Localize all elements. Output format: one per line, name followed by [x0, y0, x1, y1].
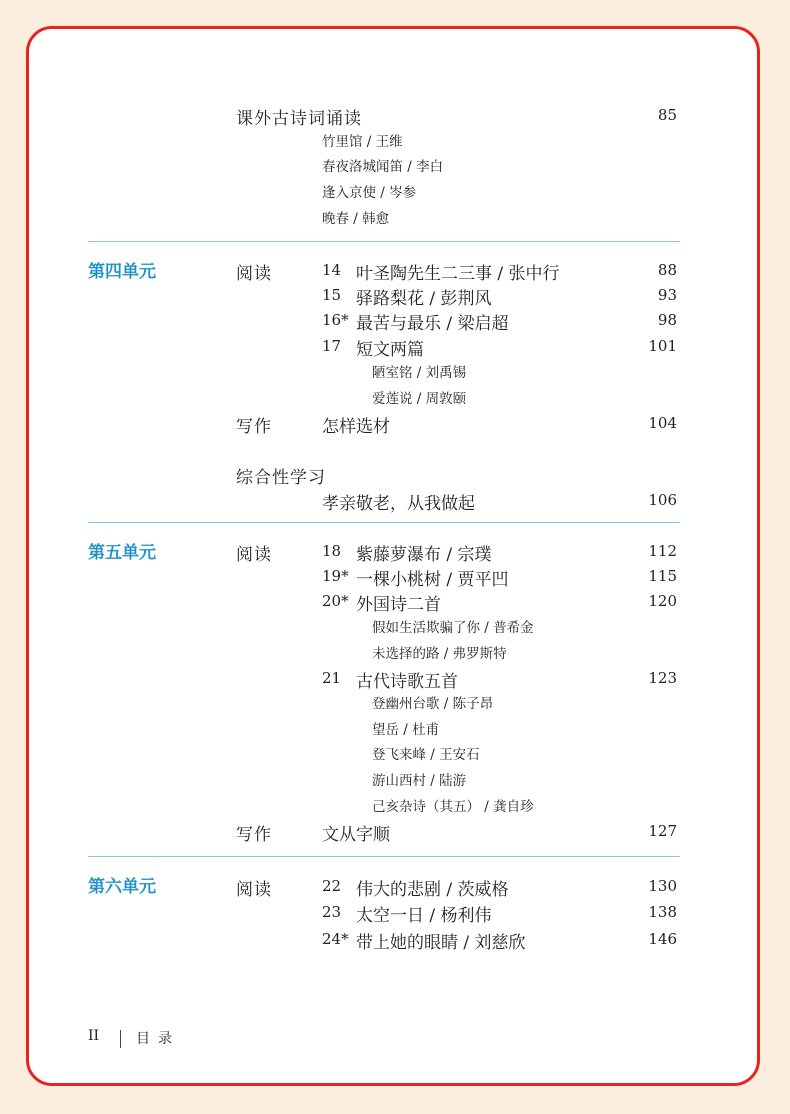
lesson-number: 23	[322, 903, 342, 921]
comprehensive-title[interactable]: 孝亲敬老，从我做起	[322, 494, 475, 514]
lesson-number: 22	[322, 877, 342, 895]
lesson-title[interactable]: 叶圣陶先生二三事 / 张中行	[356, 264, 560, 284]
reading-label: 阅读	[236, 880, 272, 900]
lesson-title[interactable]: 带上她的眼睛 / 刘慈欣	[356, 933, 526, 953]
sub-item[interactable]: 陋室铭 / 刘禹锡	[372, 365, 467, 381]
sub-item[interactable]: 爱莲说 / 周敦颐	[372, 391, 467, 407]
footer-separator	[120, 1030, 121, 1048]
lesson-number: 17	[322, 337, 342, 355]
comprehensive-label: 综合性学习	[236, 468, 326, 488]
lesson-title[interactable]: 一棵小桃树 / 贾平凹	[356, 570, 509, 590]
footer-label: 目录	[136, 1031, 180, 1047]
lesson-number: 19*	[322, 567, 349, 585]
lesson-title[interactable]: 紫藤萝瀑布 / 宗璞	[356, 545, 492, 565]
poem-item[interactable]: 竹里馆 / 王维	[322, 134, 403, 150]
unit-divider	[88, 241, 680, 242]
sub-item[interactable]: 未选择的路 / 弗罗斯特	[372, 646, 507, 662]
page-number: 85	[657, 106, 677, 124]
page-number: 98	[657, 311, 677, 329]
unit-divider	[88, 856, 680, 857]
sub-item[interactable]: 己亥杂诗（其五） / 龚自珍	[372, 799, 534, 815]
lesson-number: 16*	[322, 311, 349, 329]
unit-title[interactable]: 第六单元	[88, 877, 156, 897]
sub-item[interactable]: 游山西村 / 陆游	[372, 773, 467, 789]
lesson-title[interactable]: 驿路梨花 / 彭荆风	[356, 289, 492, 309]
lesson-number: 24*	[322, 930, 349, 948]
page-number: 93	[657, 286, 677, 304]
page-number: 88	[657, 261, 677, 279]
writing-label: 写作	[236, 417, 272, 437]
section-title[interactable]: 课外古诗词诵读	[236, 109, 362, 129]
lesson-title[interactable]: 太空一日 / 杨利伟	[356, 906, 492, 926]
lesson-title[interactable]: 最苦与最乐 / 梁启超	[356, 314, 509, 334]
sub-item[interactable]: 登幽州台歌 / 陈子昂	[372, 696, 494, 712]
writing-label: 写作	[236, 825, 272, 845]
lesson-title[interactable]: 古代诗歌五首	[356, 672, 458, 692]
page-number: 112	[648, 542, 677, 560]
page-number: 101	[648, 337, 677, 355]
reading-label: 阅读	[236, 545, 272, 565]
writing-title[interactable]: 文从字顺	[322, 825, 390, 845]
poem-item[interactable]: 晚春 / 韩愈	[322, 211, 390, 227]
page-number: 120	[648, 592, 677, 610]
lesson-title[interactable]: 伟大的悲剧 / 茨威格	[356, 880, 509, 900]
page-number: 127	[648, 822, 677, 840]
page-number: 146	[648, 930, 677, 948]
sub-item[interactable]: 望岳 / 杜甫	[372, 722, 440, 738]
page-number: 104	[648, 414, 677, 432]
lesson-number: 21	[322, 669, 342, 687]
lesson-number: 15	[322, 286, 342, 304]
page-number: 106	[648, 491, 677, 509]
page-number: 138	[648, 903, 677, 921]
lesson-number: 20*	[322, 592, 349, 610]
poem-item[interactable]: 春夜洛城闻笛 / 李白	[322, 159, 444, 175]
lesson-number: 14	[322, 261, 342, 279]
sub-item[interactable]: 假如生活欺骗了你 / 普希金	[372, 620, 534, 636]
lesson-number: 18	[322, 542, 342, 560]
unit-title[interactable]: 第四单元	[88, 262, 156, 282]
unit-divider	[88, 522, 680, 523]
lesson-title[interactable]: 短文两篇	[356, 340, 424, 360]
page-number: 130	[648, 877, 677, 895]
unit-title[interactable]: 第五单元	[88, 543, 156, 563]
writing-title[interactable]: 怎样选材	[322, 417, 390, 437]
page-number: 115	[648, 567, 677, 585]
footer-page-number: II	[88, 1028, 100, 1044]
sub-item[interactable]: 登飞来峰 / 王安石	[372, 747, 480, 763]
reading-label: 阅读	[236, 264, 272, 284]
poem-item[interactable]: 逢入京使 / 岑参	[322, 185, 417, 201]
page-number: 123	[648, 669, 677, 687]
lesson-title[interactable]: 外国诗二首	[356, 595, 441, 615]
